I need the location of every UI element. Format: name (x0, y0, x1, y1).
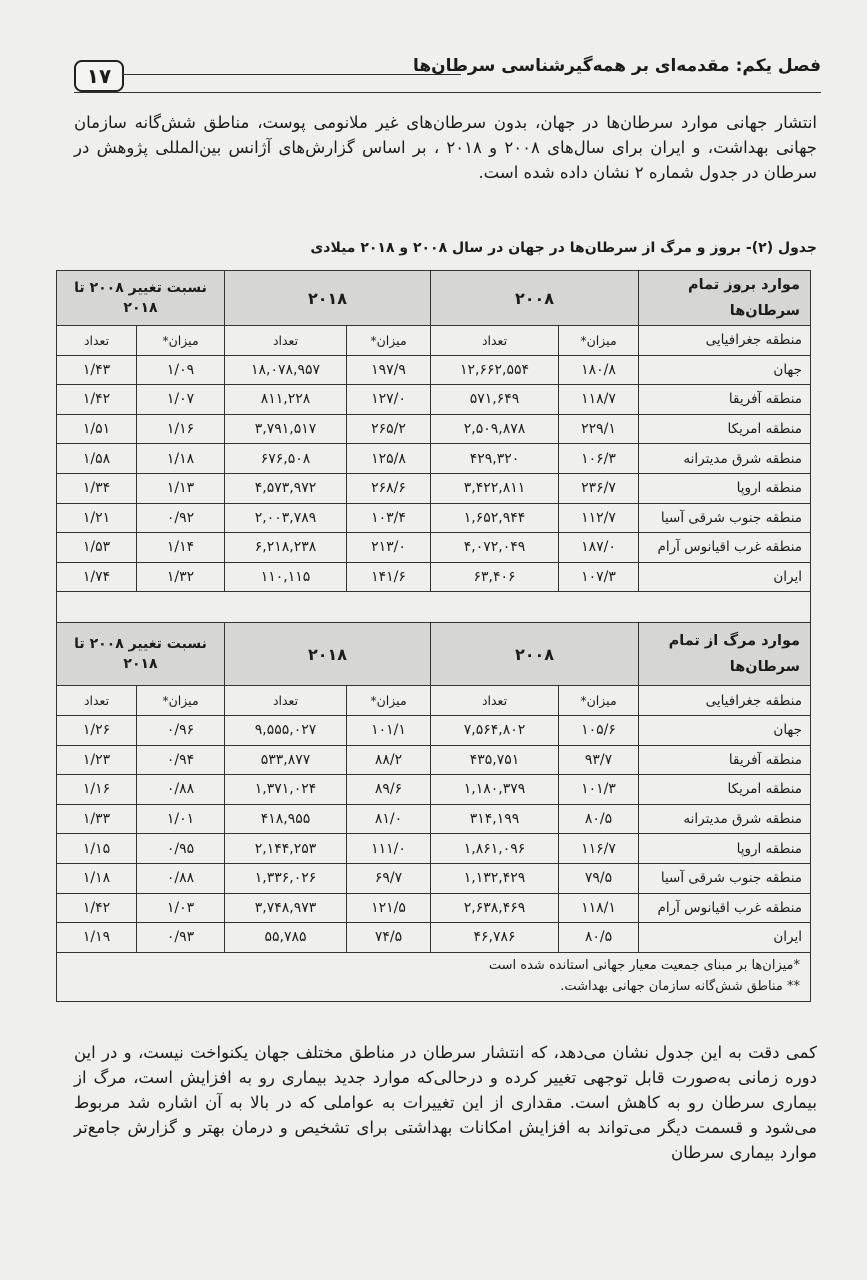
incidence-rate-2008-cell: ۱۱۸/۷ (559, 385, 639, 415)
incidence-rate-change-cell: ۱/۰۷ (137, 385, 225, 415)
mortality-count-change-cell: ۱/۱۵ (57, 834, 137, 864)
mortality-row (57, 715, 811, 745)
incidence-count-2008-cell: ۶۳,۴۰۶ (431, 562, 559, 592)
mortality-count-change-cell: ۱/۱۹ (57, 923, 137, 953)
mortality-region-cell: منطقه غرب اقیانوس آرام (639, 893, 811, 923)
mortality-count-2008-cell: ۳۱۴,۱۹۹ (431, 804, 559, 834)
incidence-rate-change-cell: ۱/۱۶ (137, 414, 225, 444)
incidence-count-header-2008: تعداد (431, 326, 559, 356)
incidence-row (57, 355, 811, 385)
chapter-title: فصل یکم: مقدمه‌ای بر همه‌گیرشناسی سرطان‌ها (412, 56, 821, 76)
mortality-row (57, 804, 811, 834)
incidence-rate-header-2008: میزان* (559, 326, 639, 356)
mortality-row (57, 775, 811, 805)
incidence-count-2018-cell: ۶۷۶,۵۰۸ (225, 444, 347, 474)
table-caption: جدول (۲)- بروز و مرگ از سرطان‌ها در جهان در سال ۲۰۰۸ و ۲۰۱۸ میلادی (310, 240, 817, 256)
incidence-rate-2008-cell: ۲۳۶/۷ (559, 473, 639, 503)
cancer-table (56, 270, 811, 1002)
mortality-count-2018-cell: ۵۳۳,۸۷۷ (225, 745, 347, 775)
header-rule (122, 74, 461, 75)
mortality-year-2008: ۲۰۰۸ (431, 623, 639, 686)
incidence-row (57, 414, 811, 444)
mortality-count-change-cell: ۱/۱۸ (57, 863, 137, 893)
header-divider (74, 92, 821, 93)
incidence-rate-2008-cell: ۲۲۹/۱ (559, 414, 639, 444)
incidence-rate-2018-cell: ۲۶۵/۲ (347, 414, 431, 444)
page-header (74, 52, 821, 92)
incidence-count-2008-cell: ۴,۰۷۲,۰۴۹ (431, 533, 559, 563)
incidence-count-2008-cell: ۲,۵۰۹,۸۷۸ (431, 414, 559, 444)
mortality-count-change-cell: ۱/۳۳ (57, 804, 137, 834)
mortality-row (57, 863, 811, 893)
incidence-count-2018-cell: ۱۱۰,۱۱۵ (225, 562, 347, 592)
incidence-region-cell: منطقه غرب اقیانوس آرام (639, 533, 811, 563)
mortality-rate-2008-cell: ۱۱۶/۷ (559, 834, 639, 864)
mortality-rate-change-cell: ۰/۹۶ (137, 715, 225, 745)
incidence-row (57, 473, 811, 503)
mortality-region-cell: منطقه آفریقا (639, 745, 811, 775)
incidence-rate-change-cell: ۱/۳۲ (137, 562, 225, 592)
incidence-count-2018-cell: ۱۸,۰۷۸,۹۵۷ (225, 355, 347, 385)
mortality-rate-2008-cell: ۸۰/۵ (559, 804, 639, 834)
incidence-rate-2008-cell: ۱۸۰/۸ (559, 355, 639, 385)
intro-paragraph: انتشار جهانی موارد سرطان‌ها در جهان، بدون سرطان‌های غیر ملانومی پوست، مناطق شش‌گانه سازمان جهانی بهداشت، و ایران برای سال‌های ۲۰۰۸ و ۲۰۱۸ ، بر اساس گزارش‌های آژانس بین‌المللی پژوهش در سرطان در جدول شماره ۲ نشان داده شده است. (74, 113, 817, 182)
table-spacer-cell (57, 592, 811, 623)
incidence-region-cell: منطقه جنوب شرقی آسیا (639, 503, 811, 533)
incidence-region-cell: منطقه اروپا (639, 473, 811, 503)
incidence-rate-change-cell: ۱/۱۴ (137, 533, 225, 563)
incidence-row (57, 503, 811, 533)
mortality-rate-2018-cell: ۸۸/۲ (347, 745, 431, 775)
incidence-count-change-cell: ۱/۵۸ (57, 444, 137, 474)
footnote-regions: ** مناطق شش‌گانه سازمان جهانی بهداشت. (560, 978, 801, 994)
mortality-count-2008-cell: ۱,۱۳۲,۴۲۹ (431, 863, 559, 893)
incidence-rate-2018-cell: ۱۴۱/۶ (347, 562, 431, 592)
mortality-count-2008-cell: ۷,۵۶۴,۸۰۲ (431, 715, 559, 745)
mortality-count-2018-cell: ۳,۷۴۸,۹۷۳ (225, 893, 347, 923)
mortality-rate-change-cell: ۰/۹۵ (137, 834, 225, 864)
mortality-region-cell: ایران (639, 923, 811, 953)
incidence-rate-2008-cell: ۱۰۶/۳ (559, 444, 639, 474)
mortality-region-cell: جهان (639, 715, 811, 745)
incidence-row (57, 385, 811, 415)
mortality-count-2008-cell: ۴۳۵,۷۵۱ (431, 745, 559, 775)
mortality-rate-2008-cell: ۱۱۸/۱ (559, 893, 639, 923)
incidence-count-2008-cell: ۳,۴۲۲,۸۱۱ (431, 473, 559, 503)
mortality-rate-2018-cell: ۷۴/۵ (347, 923, 431, 953)
incidence-count-2008-cell: ۱,۶۵۲,۹۴۴ (431, 503, 559, 533)
mortality-count-change-cell: ۱/۲۳ (57, 745, 137, 775)
incidence-region-cell: ایران (639, 562, 811, 592)
mortality-rate-change-header: میزان* (137, 686, 225, 716)
incidence-count-2008-cell: ۴۲۹,۳۲۰ (431, 444, 559, 474)
table-footnotes (57, 952, 811, 1001)
mortality-rate-2018-cell: ۱۰۱/۱ (347, 715, 431, 745)
incidence-row (57, 562, 811, 592)
mortality-count-change-cell: ۱/۴۲ (57, 893, 137, 923)
incidence-count-2008-cell: ۱۲,۶۶۲,۵۵۴ (431, 355, 559, 385)
mortality-row (57, 923, 811, 953)
incidence-count-change-cell: ۱/۴۳ (57, 355, 137, 385)
mortality-count-2008-cell: ۱,۸۶۱,۰۹۶ (431, 834, 559, 864)
mortality-count-2008-cell: ۱,۱۸۰,۳۷۹ (431, 775, 559, 805)
mortality-count-2018-cell: ۵۵,۷۸۵ (225, 923, 347, 953)
mortality-rate-header-2018: میزان* (347, 686, 431, 716)
incidence-count-2018-cell: ۶,۲۱۸,۲۳۸ (225, 533, 347, 563)
mortality-region-cell: منطقه امریکا (639, 775, 811, 805)
mortality-rate-2008-cell: ۱۰۵/۶ (559, 715, 639, 745)
mortality-rate-change-cell: ۰/۸۸ (137, 775, 225, 805)
incidence-rate-2018-cell: ۱۲۵/۸ (347, 444, 431, 474)
table-spacer-row (57, 592, 811, 623)
mortality-count-2008-cell: ۲,۶۳۸,۴۶۹ (431, 893, 559, 923)
mortality-count-header-2008: تعداد (431, 686, 559, 716)
page-number: ۱۷ (74, 60, 124, 92)
incidence-rate-2008-cell: ۱۰۷/۳ (559, 562, 639, 592)
mortality-rate-2018-cell: ۶۹/۷ (347, 863, 431, 893)
incidence-rate-header-2018: میزان* (347, 326, 431, 356)
mortality-count-2018-cell: ۱,۳۳۶,۰۲۶ (225, 863, 347, 893)
mortality-count-2008-cell: ۴۶,۷۸۶ (431, 923, 559, 953)
mortality-rate-change-cell: ۰/۹۴ (137, 745, 225, 775)
closing-paragraph: کمی دقت به این جدول نشان می‌دهد، که انتشار سرطان در مناطق مختلف جهان یکنواخت نیست، و در این دوره زمانی به‌صورت قابل توجهی تغییر کرده و درحالی‌که موارد جدید بیماری رو به افزایش است، مرگ از بیماری سرطان رو به کاهش است. مقداری از این تغییرات به عواملی که در بالا به آن اشاره شد مربوط می‌شود و قسمت دیگر می‌تواند به افزایش امکانات بهداشتی برای تشخیص و درمان بهتر و گزارش جامع‌تر موارد بیماری سرطان (74, 1043, 817, 1162)
mortality-rate-2008-cell: ۱۰۱/۳ (559, 775, 639, 805)
mortality-rate-change-cell: ۰/۸۸ (137, 863, 225, 893)
mortality-count-2018-cell: ۴۱۸,۹۵۵ (225, 804, 347, 834)
incidence-count-2008-cell: ۵۷۱,۶۴۹ (431, 385, 559, 415)
mortality-rate-2018-cell: ۸۱/۰ (347, 804, 431, 834)
incidence-count-2018-cell: ۸۱۱,۲۲۸ (225, 385, 347, 415)
mortality-row (57, 893, 811, 923)
incidence-year-2008: ۲۰۰۸ (431, 271, 639, 326)
mortality-rate-2018-cell: ۱۱۱/۰ (347, 834, 431, 864)
incidence-count-change-cell: ۱/۴۲ (57, 385, 137, 415)
mortality-row (57, 834, 811, 864)
mortality-region-cell: منطقه اروپا (639, 834, 811, 864)
mortality-change-header: نسبت تغییر ۲۰۰۸ تا ۲۰۱۸ (57, 623, 225, 686)
mortality-year-2018: ۲۰۱۸ (225, 623, 431, 686)
mortality-count-2018-cell: ۲,۱۴۴,۲۵۳ (225, 834, 347, 864)
incidence-rate-change-cell: ۰/۹۲ (137, 503, 225, 533)
mortality-region-cell: منطقه جنوب شرقی آسیا (639, 863, 811, 893)
incidence-count-change-cell: ۱/۷۴ (57, 562, 137, 592)
footnote-rate: *میزان‌ها بر مبنای جمعیت معیار جهانی استانده شده است (488, 957, 801, 973)
mortality-count-2018-cell: ۹,۵۵۵,۰۲۷ (225, 715, 347, 745)
incidence-region-cell: منطقه شرق مدیترانه (639, 444, 811, 474)
mortality-rate-change-cell: ۱/۰۱ (137, 804, 225, 834)
incidence-count-change-cell: ۱/۲۱ (57, 503, 137, 533)
mortality-rate-change-cell: ۱/۰۳ (137, 893, 225, 923)
mortality-region-cell: منطقه شرق مدیترانه (639, 804, 811, 834)
mortality-count-header-2018: تعداد (225, 686, 347, 716)
mortality-row (57, 745, 811, 775)
mortality-rate-2008-cell: ۸۰/۵ (559, 923, 639, 953)
incidence-count-2018-cell: ۳,۷۹۱,۵۱۷ (225, 414, 347, 444)
incidence-rate-2018-cell: ۲۱۳/۰ (347, 533, 431, 563)
incidence-region-cell: جهان (639, 355, 811, 385)
mortality-title: موارد مرگ از تمام سرطان‌ها (639, 623, 811, 686)
incidence-rate-2018-cell: ۱۰۳/۴ (347, 503, 431, 533)
mortality-rate-2018-cell: ۱۲۱/۵ (347, 893, 431, 923)
mortality-count-change-cell: ۱/۲۶ (57, 715, 137, 745)
incidence-rate-2018-cell: ۱۲۷/۰ (347, 385, 431, 415)
mortality-rate-2008-cell: ۹۳/۷ (559, 745, 639, 775)
incidence-count-2018-cell: ۲,۰۰۳,۷۸۹ (225, 503, 347, 533)
incidence-row (57, 533, 811, 563)
incidence-rate-2008-cell: ۱۱۲/۷ (559, 503, 639, 533)
incidence-rate-change-cell: ۱/۰۹ (137, 355, 225, 385)
incidence-count-2018-cell: ۴,۵۷۳,۹۷۲ (225, 473, 347, 503)
incidence-title: موارد بروز تمام سرطان‌ها (639, 271, 811, 326)
mortality-region-header: منطقه جغرافیایی (639, 686, 811, 716)
incidence-rate-2018-cell: ۲۶۸/۶ (347, 473, 431, 503)
incidence-region-cell: منطقه امریکا (639, 414, 811, 444)
incidence-rate-2018-cell: ۱۹۷/۹ (347, 355, 431, 385)
incidence-rate-2008-cell: ۱۸۷/۰ (559, 533, 639, 563)
incidence-change-header: نسبت تغییر ۲۰۰۸ تا ۲۰۱۸ (57, 271, 225, 326)
incidence-count-change-header: تعداد (57, 326, 137, 356)
incidence-count-header-2018: تعداد (225, 326, 347, 356)
incidence-rate-change-header: میزان* (137, 326, 225, 356)
mortality-rate-change-cell: ۰/۹۳ (137, 923, 225, 953)
incidence-count-change-cell: ۱/۳۴ (57, 473, 137, 503)
mortality-rate-header-2008: میزان* (559, 686, 639, 716)
incidence-rate-change-cell: ۱/۱۸ (137, 444, 225, 474)
mortality-count-change-header: تعداد (57, 686, 137, 716)
incidence-row (57, 444, 811, 474)
incidence-count-change-cell: ۱/۵۱ (57, 414, 137, 444)
incidence-count-change-cell: ۱/۵۳ (57, 533, 137, 563)
incidence-rate-change-cell: ۱/۱۳ (137, 473, 225, 503)
incidence-year-2018: ۲۰۱۸ (225, 271, 431, 326)
incidence-region-header: منطقه جغرافیایی (639, 326, 811, 356)
mortality-count-2018-cell: ۱,۳۷۱,۰۲۴ (225, 775, 347, 805)
mortality-rate-2018-cell: ۸۹/۶ (347, 775, 431, 805)
mortality-rate-2008-cell: ۷۹/۵ (559, 863, 639, 893)
incidence-region-cell: منطقه آفریقا (639, 385, 811, 415)
mortality-count-change-cell: ۱/۱۶ (57, 775, 137, 805)
